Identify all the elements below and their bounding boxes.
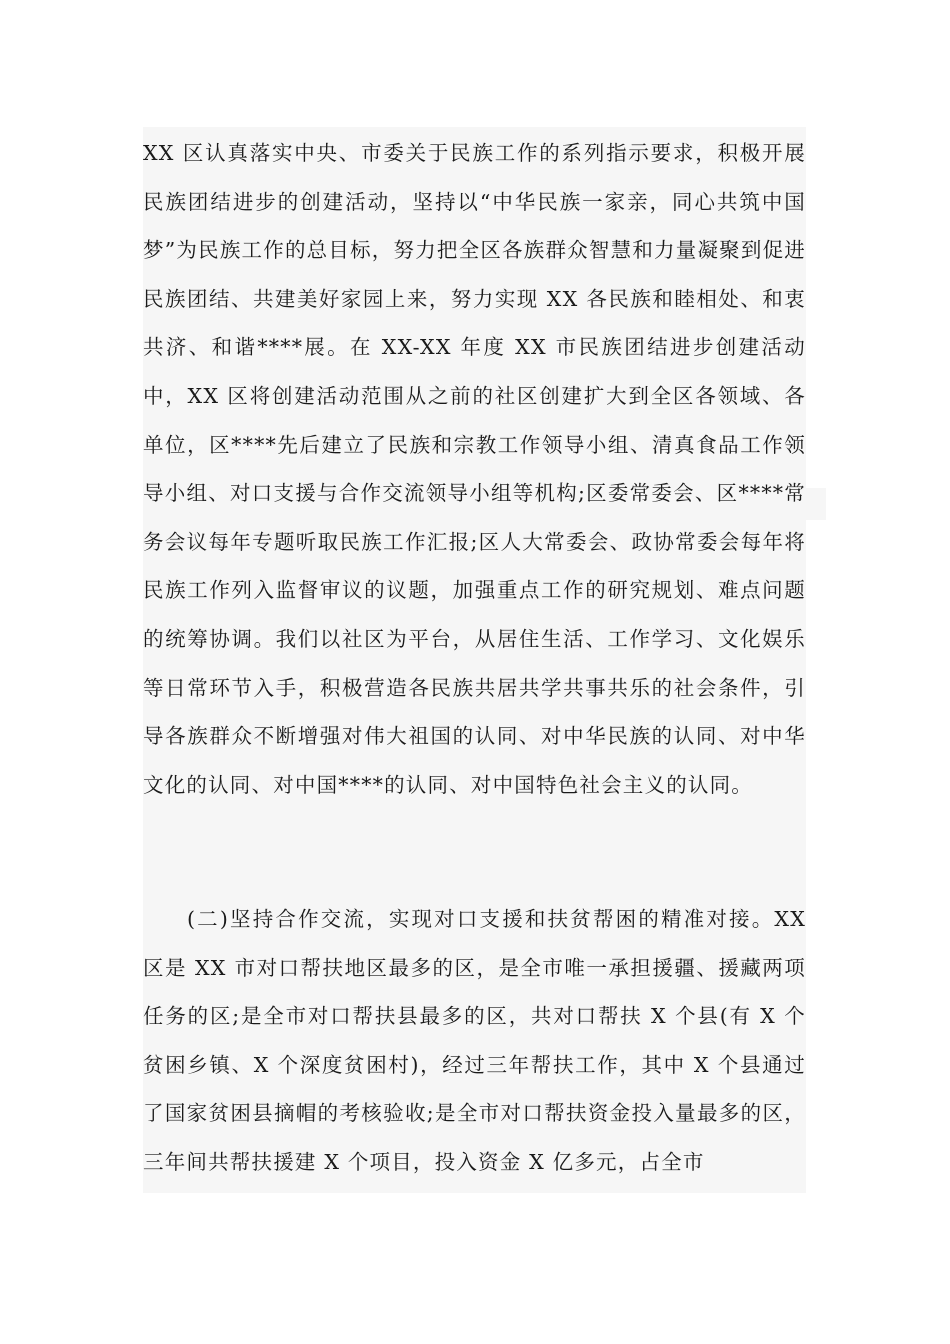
body-text-block-1 [143,127,806,877]
highlight-fragment [806,488,826,520]
paragraph-1: XX 区认真落实中央、市委关于民族工作的系列指示要求，积极开展民族团结进步的创建活动，坚持以“中华民族一家亲，同心共筑中国梦”为民族工作的总目标，努力把全区各族群众智慧和力量凝聚到促进民族团结、共建美好家园上来，努力实现 XX 各民族和睦相处、和衷共济、和谐****展。在 XX-XX 年度 XX 市民族团结进步创建活动中，XX 区将创建活动范围从之前的社区创建扩大到全区各领域、各单位，区****先后建立了民族和宗教工作领导小组、清真食品工作领导小组、对口支援与合作交流领导小组等机构;区委常委会、区****常务会议每年专题听取民族工作汇报;区人大常委会、政协常委会每年将民族工作列入监督审议的议题，加强重点工作的研究规划、难点问题的统筹协调。我们以社区为平台，从居住生活、工作学习、文化娱乐等日常环节入手，积极营造各民族共居共学共事共乐的社会条件，引导各族群众不断增强对伟大祖国的认同、对中华民族的认同、对中华文化的认同、对中国****的认同、对中国特色社会主义的认同。 [143,141,806,797]
paragraph-2: (二)坚持合作交流，实现对口支援和扶贫帮困的精准对接。XX 区是 XX 市对口帮扶地区最多的区，是全市唯一承担援疆、援藏两项任务的区;是全市对口帮扶县最多的区，共对口帮扶 X 个县(有 X 个贫困乡镇、X 个深度贫困村)，经过三年帮扶工作，其中 X 个县通过了国家贫困县摘帽的考核验收;是全市对口帮扶资金投入量最多的区，三年间共帮扶援建 X 个项目，投入资金 X 亿多元，占全市 [143,907,806,1174]
body-text-block-2 [143,875,806,1193]
